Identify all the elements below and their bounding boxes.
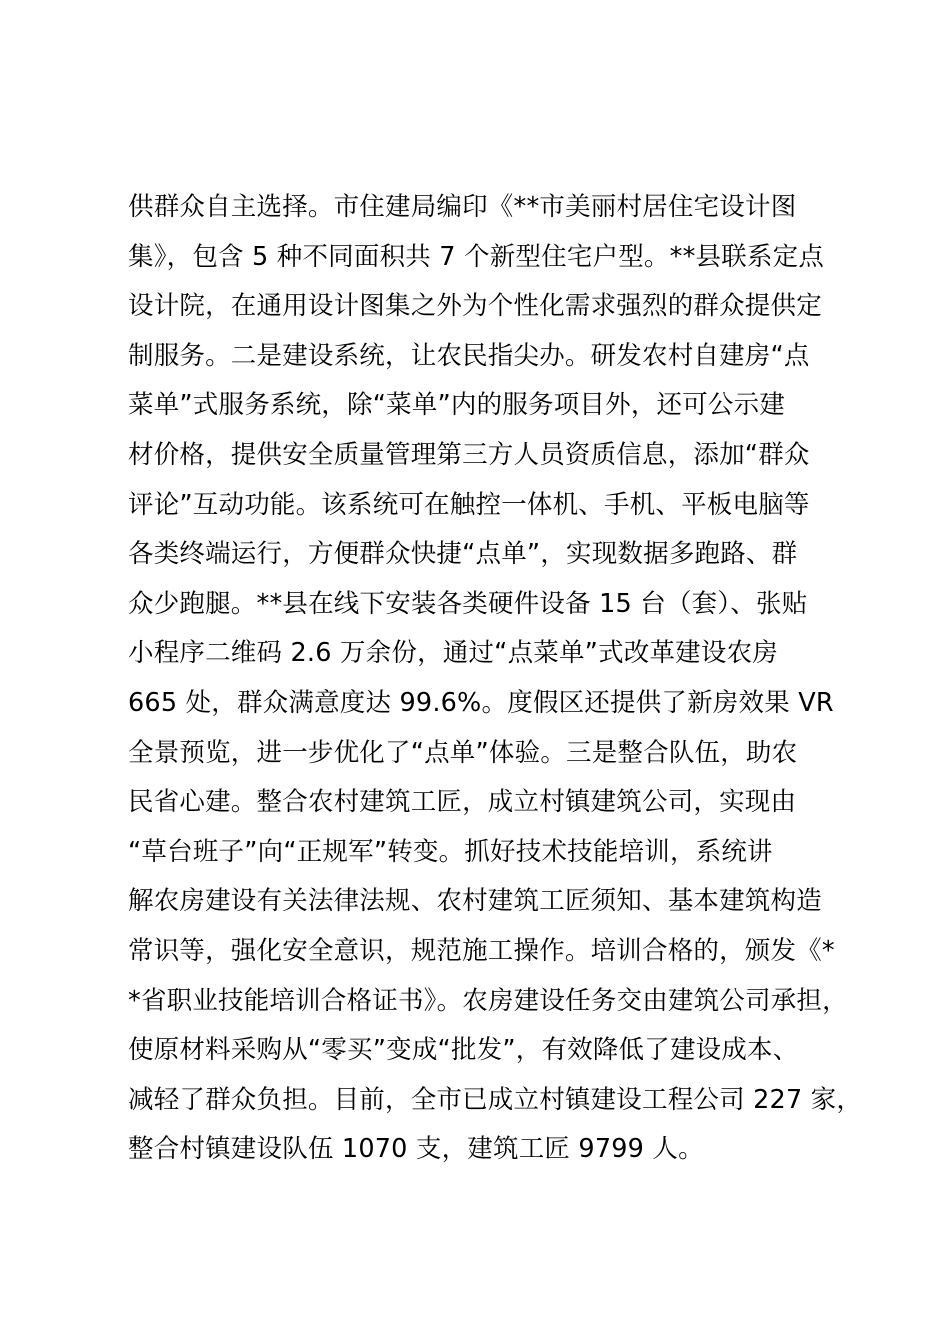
text-line: 小程序二维码 2.6 万余份，通过“点菜单”式改革建设农房 <box>128 638 778 669</box>
text-line: 解农房建设有关法律法规、农村建筑工匠须知、基本建筑构造 <box>128 886 822 917</box>
text-line: 民省心建。整合农村建筑工匠，成立村镇建筑公司，实现由 <box>128 787 797 818</box>
text-line: 使原材料采购从“零买”变成“批发”，有效降低了建设成本、 <box>128 1035 799 1066</box>
text-line: 众少跑腿。**县在线下安装各类硬件设备 15 台（套）、张贴 <box>128 588 808 619</box>
text-line: 整合村镇建设队伍 1070 支，建筑工匠 9799 人。 <box>128 1134 704 1165</box>
text-line: “草台班子”向“正规军”转变。抓好技术技能培训，系统讲 <box>128 836 773 867</box>
text-line: 减轻了群众负担。目前，全市已成立村镇建设工程公司 227 家， <box>128 1084 863 1115</box>
text-line: 665 处，群众满意度达 99.6%。度假区还提供了新房效果 VR <box>128 687 834 718</box>
text-line: 供群众自主选择。市住建局编印《**市美丽村居住宅设计图 <box>128 192 797 222</box>
body-paragraph <box>128 183 868 1175</box>
text-line: 各类终端运行，方便群众快捷“点单”，实现数据多跑路、群 <box>128 539 798 570</box>
text-line: 材价格，提供安全质量管理第三方人员资质信息，添加“群众 <box>128 439 810 470</box>
text-line: 评论”互动功能。该系统可在触控一体机、手机、平板电脑等 <box>128 489 810 520</box>
text-line: 集》，包含 5 种不同面积共 7 个新型住宅户型。**县联系定点 <box>128 241 825 272</box>
text-line: *省职业技能培训合格证书》。农房建设任务交由建筑公司承担， <box>128 985 848 1016</box>
text-line: 全景预览，进一步优化了“点单”体验。三是整合队伍，助农 <box>128 737 798 768</box>
text-line: 设计院，在通用设计图集之外为个性化需求强烈的群众提供定 <box>128 291 822 322</box>
text-line: 常识等，强化安全意识，规范施工操作。培训合格的，颁发《* <box>128 935 835 966</box>
text-line: 菜单”式服务系统，除“菜单”内的服务项目外，还可公示建 <box>128 390 786 421</box>
text-line: 制服务。二是建设系统，让农民指尖办。研发农村自建房“点 <box>128 340 810 371</box>
